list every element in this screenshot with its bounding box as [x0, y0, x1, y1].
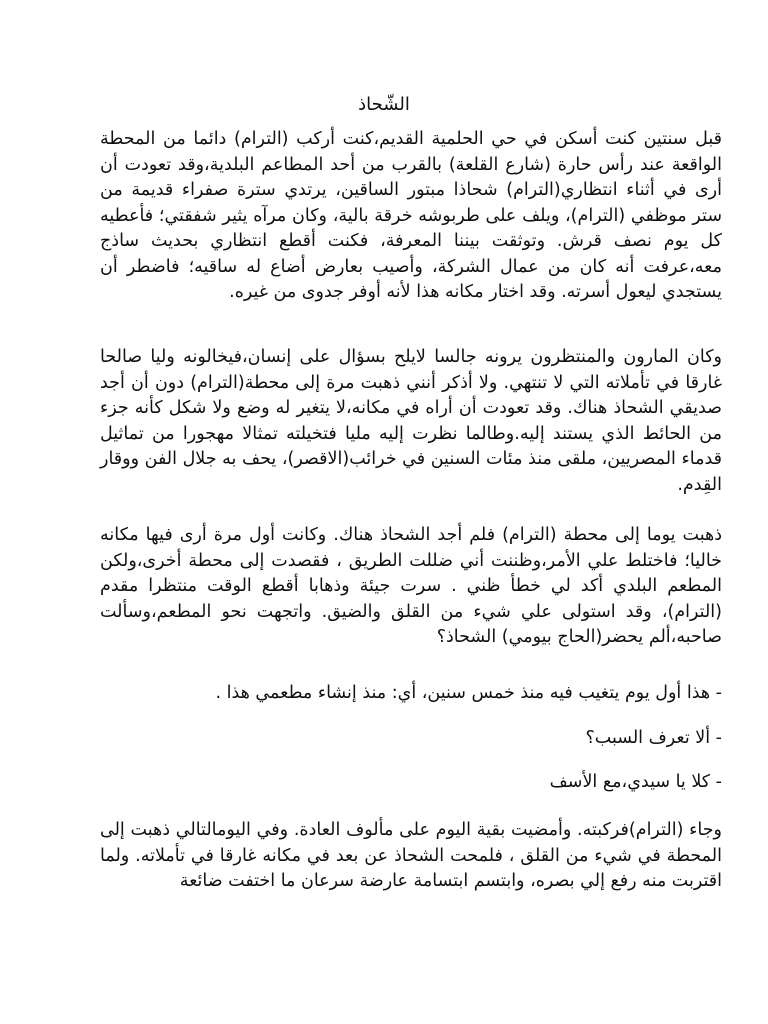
- document-title: الشّحاذ: [358, 94, 410, 115]
- paragraph-4: وجاء (الترام)فركبته. وأمضيت بقية اليوم على مألوف العادة. وفي اليومالتالي ذهبت إلى المحطة في شيء من القلق ، فلمحت الشحاذ عن بعد في مكانه غارقا في تأملاته. ولما اقتربت منه رفع إلي بصره، وابتسم ابتسامة عارضة سرعان ما اختفت ضائعة: [100, 820, 722, 891]
- dialogue-line-2: - ألا تعرف السبب؟: [585, 728, 722, 748]
- paragraph-3: ذهبت يوما إلى محطة (الترام) فلم أجد الشحاذ هناك. وكانت أول مرة أرى فيها مكانه خاليا؛ فاختلط علي الأمر،وظننت أني ضللت الطريق ، فقصدت إلى محطة أخرى،ولكن المطعم البلدي أكد لي خطأ ظني . سرت جيئة وذهابا أقطع الوقت منتظرا مقدم (الترام)، وقد استولى علي شيء من القلق والضيق. واتجهت نحو المطعم،وسألت صاحبه،ألم يحضر(الحاج بيومي) الشحاذ؟: [100, 525, 722, 647]
- paragraph-1: قبل سنتين كنت أسكن في حي الحلمية القديم،كنت أركب (الترام) دائما من المحطة الواقعة عند رأس حارة (شارع القلعة) بالقرب من أحد المطاعم البلدية،وقد تعودت أن أرى في أثناء انتظاري(الترام) شحاذا مبتور الساقين، يرتدي سترة صفراء قديمة من ستر موظفي (الترام)، ويلف على طربوشه خرقة بالية، وكان مرآه يثير شفقتي؛ فأعطيه كل يوم نصف قرش. وتوثقت بيننا المعرفة، فكنت أقطع انتظاري بحديث ساذج معه،عرفت أنه كان من عمال الشركة، وأصيب بعارض أضاع له ساقيه؛ فاضطر أن يستجدي ليعول أسرته. وقد اختار مكانه هذا لأنه أوفر جدوى من غيره.: [100, 129, 722, 302]
- paragraph-2: وكان المارون والمنتظرون يرونه جالسا لايلح بسؤال على إنسان،فيخالونه وليا صالحا غارقا في تأملاته التي لا تنتهي. ولا أذكر أنني ذهبت مرة إلى محطة(الترام) دون أن أجد صديقي الشحاذ هناك. وقد تعودت أن أراه في مكانه،لا يتغير له وضع ولا شكل كأنه جزء من الحائط الذي يستند إليه.وطالما نظرت إليه مليا فتخيلته تمثالا مهجورا من تماثيل قدماء المصريين، ملقى منذ مئات السنين في خرائب(الاقصر)، يحف به جلال الفن ووقار القِدم.: [100, 347, 722, 495]
- dialogue-line-3: - كلا يا سيدي،مع الأسف: [549, 772, 722, 792]
- dialogue-line-1: - هذا أول يوم يتغيب فيه منذ خمس سنين، أي: منذ إنشاء مطعمي هذا .: [215, 683, 722, 703]
